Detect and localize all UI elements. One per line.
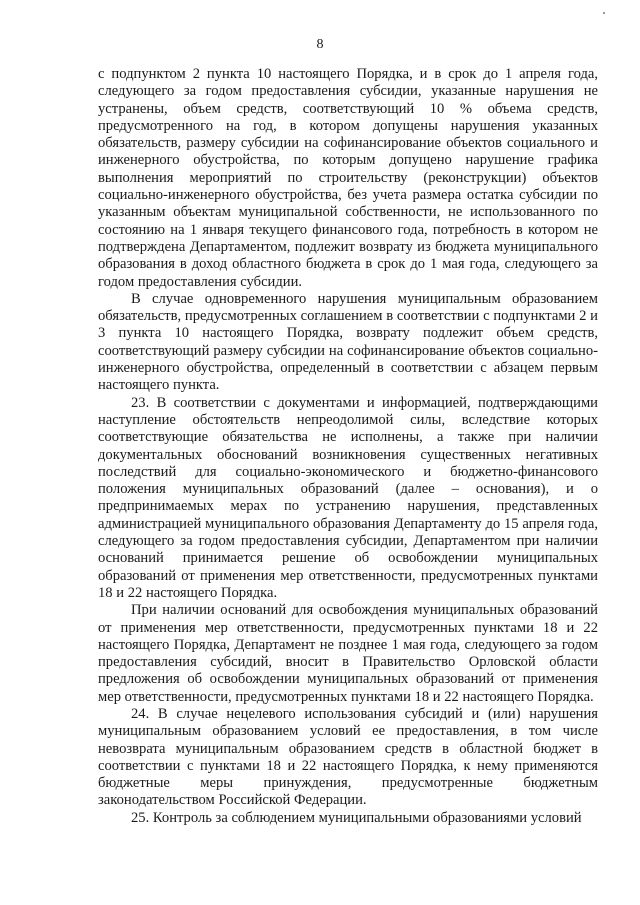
paragraph-continuation: с подпунктом 2 пункта 10 настоящего Порядка, и в срок до 1 апреля года, следующего за годом предоставления субсидии, указанные нарушения не устранены, объем средств, соответствующий 10 % объема средств, предусмотренного на год, в котором допущены нарушения указанных обязательств, размеру субсидии на софинансирование объектов социального и инженерного обустройства, по которым допущено нарушение графика выполнения мероприятий по строительству (реконструкции) объектов социально-инженерного обустройства, без учета размера остатка субсидии по указанным объектам муниципальной собственности, не использованного по состоянию на 1 января текущего финансового года, потребность в котором не подтверждена Департаментом, подлежит возврату из бюджета муниципального образования в доход областного бюджета в срок до 1 мая года, следующего за годом предоставления субсидии. xyxy=(98,66,598,290)
scan-mark xyxy=(603,12,605,14)
paragraph-item-24: 24. В случае нецелевого использования субсидий и (или) нарушения муниципальным образованием условий ее предоставления, в том числе невозврата муниципальным образованием средств в областной бюджет в соответствии с пунктами 18 и 22 настоящего Порядка, к нему применяются бюджетные меры принуждения, предусмотренные бюджетным законодательством Российской Федерации. xyxy=(98,705,598,809)
paragraph-item-23: 23. В соответствии с документами и информацией, подтверждающими наступление обстоятельств непреодолимой силы, вследствие которых соответствующие обязательства не исполнены, а также при наличии документальных обоснований возникновения существенных негативных последствий для социально-экономического и бюджетно-финансового положения муниципальных образований (далее – основания), и о предпринимаемых мерах по устранению нарушения, представленных администрацией муниципального образования Департаменту до 15 апреля года, следующего за годом предоставления субсидии, Департаментом при наличии оснований принимается решение об освобождении муниципальных образований от применения мер ответственности, предусмотренных пунктами 18 и 22 настоящего Порядка. xyxy=(98,394,598,601)
paragraph-item-25: 25. Контроль за соблюдением муниципальными образованиями условий xyxy=(131,809,582,826)
paragraph-exemption-proposals: При наличии оснований для освобождения муниципальных образований от применения мер ответственности, предусмотренных пунктами 18 и 22 настоящего Порядка, Департамент не позднее 1 мая года, следующего за годом предоставления субсидий, вносит в Правительство Орловской области предложения об освобождении муниципальных образований от применения мер ответственности, предусмотренных пунктами 18 и 22 настоящего Порядка. xyxy=(98,602,598,705)
document-body xyxy=(98,66,598,827)
page-number: 8 xyxy=(316,37,324,52)
paragraph-simultaneous-violation: В случае одновременного нарушения муниципальным образованием обязательств, предусмотренных соглашением в соответствии с подпунктами 2 и 3 пункта 10 настоящего Порядка, возврату подлежит объем средств, соответствующий размеру субсидии на софинансирование объектов социально-инженерного обустройства, определенный в соответствии с абзацем первым настоящего пункта. xyxy=(98,290,598,394)
